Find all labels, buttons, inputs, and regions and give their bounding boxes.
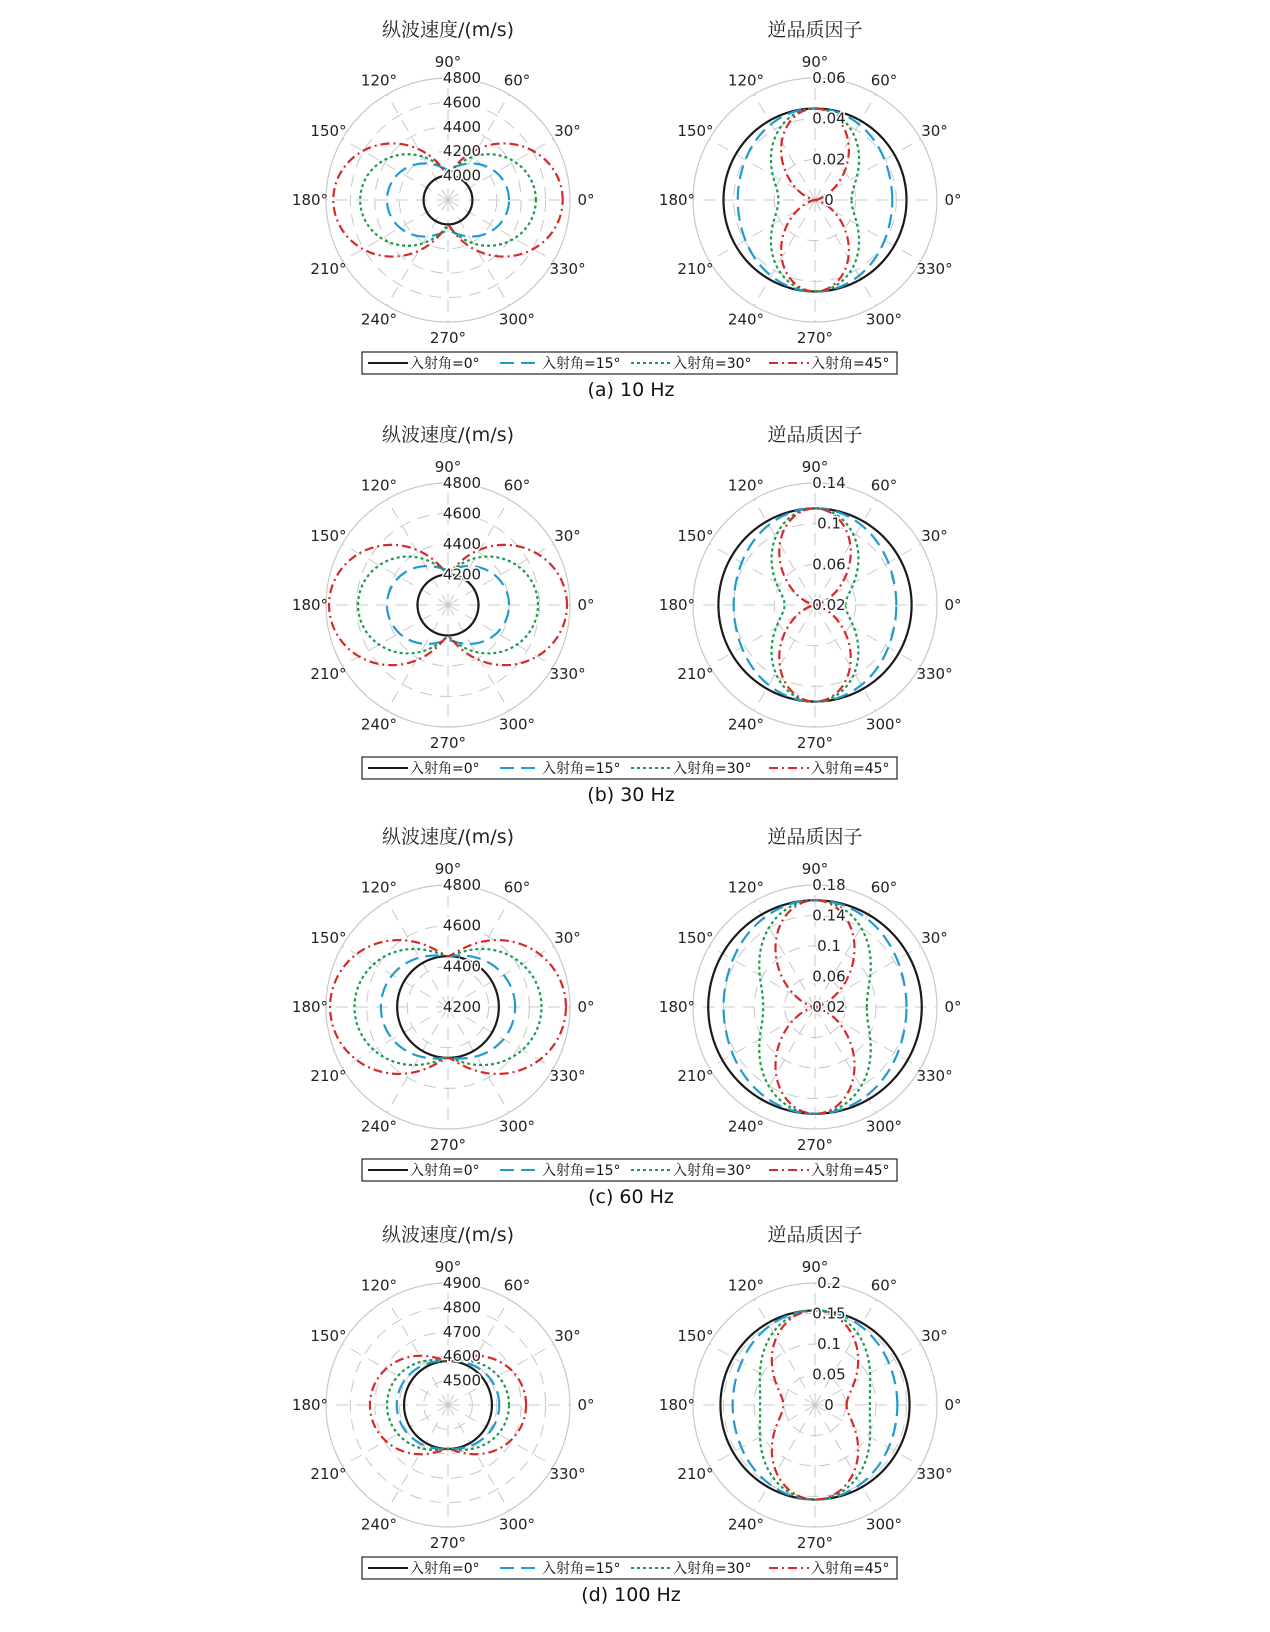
radial-tick-label: 4500 [442, 1371, 482, 1390]
legend [362, 1557, 897, 1579]
panel-3 [292, 826, 962, 1208]
polar-spoke [448, 200, 554, 261]
angle-tick-label: 60° [503, 878, 531, 897]
polar-spoke [754, 1007, 815, 1113]
polar-spoke [342, 200, 448, 261]
angle-tick-label: 330° [549, 260, 586, 278]
angle-tick-label: 30° [554, 1327, 581, 1345]
angle-tick-label: 270° [796, 1136, 834, 1154]
radial-tick-label: 4600 [442, 93, 482, 112]
angle-tick-label: 300° [498, 715, 536, 734]
angle-tick-label: 180° [658, 596, 696, 614]
angle-tick-label: 240° [360, 310, 398, 329]
angle-tick-label: 60° [870, 71, 898, 90]
chart-title: 纵波速度/(m/s) [381, 826, 515, 848]
angle-tick-label: 330° [916, 1465, 953, 1483]
angle-tick-label: 90° [801, 53, 829, 71]
radial-tick-label: 4800 [442, 876, 482, 894]
panel-caption: (d) 100 Hz [581, 1584, 681, 1606]
radial-tick-label: 4200 [442, 998, 482, 1016]
angle-tick-label: 120° [360, 476, 398, 495]
angle-tick-label: 0° [944, 191, 962, 209]
polar-chart-velocity [292, 826, 595, 1154]
legend-label-2: 入射角=30° [673, 356, 752, 372]
angle-tick-label: 150° [310, 122, 347, 140]
legend-label-1: 入射角=15° [542, 761, 621, 777]
polar-chart-velocity [292, 19, 595, 347]
angle-tick-label: 150° [310, 527, 347, 545]
angle-tick-label: 60° [870, 1276, 898, 1295]
legend [362, 352, 897, 374]
chart-title: 纵波速度/(m/s) [381, 1224, 515, 1246]
angle-tick-label: 300° [498, 1515, 536, 1534]
polar-spoke [342, 544, 448, 605]
angle-tick-label: 150° [677, 122, 714, 140]
legend-label-3: 入射角=45° [811, 1163, 890, 1179]
angle-tick-label: 0° [577, 596, 595, 614]
angle-tick-label: 30° [921, 929, 948, 947]
angle-tick-label: 0° [944, 998, 962, 1016]
polar-chart-inverse-q [659, 424, 962, 752]
angle-tick-label: 180° [291, 998, 329, 1016]
angle-tick-label: 120° [360, 71, 398, 90]
polar-chart-inverse-q [659, 19, 962, 347]
radial-tick-label: 4000 [442, 166, 482, 185]
legend-label-3: 入射角=45° [811, 1561, 890, 1577]
radial-tick-label: 0.1 [817, 937, 841, 955]
angle-tick-label: 240° [727, 310, 765, 329]
angle-tick-label: 210° [310, 1465, 347, 1483]
angle-tick-label: 270° [796, 734, 834, 752]
angle-tick-label: 240° [360, 715, 398, 734]
radial-tick-label: 0.02 [812, 150, 846, 169]
legend-label-3: 入射角=45° [811, 356, 890, 372]
legend-label-1: 入射角=15° [542, 1561, 621, 1577]
angle-tick-label: 270° [796, 329, 834, 347]
angle-tick-label: 180° [291, 596, 329, 614]
angle-tick-label: 60° [503, 476, 531, 495]
legend-label-0: 入射角=0° [410, 356, 480, 372]
polar-spoke [387, 901, 448, 1007]
angle-tick-label: 30° [554, 929, 581, 947]
chart-title: 逆品质因子 [767, 1224, 863, 1246]
angle-tick-label: 120° [360, 878, 398, 897]
angle-tick-label: 0° [577, 998, 595, 1016]
panel-1 [292, 19, 962, 401]
radial-tick-label: 4600 [442, 916, 482, 935]
angle-tick-label: 300° [498, 310, 536, 329]
angle-tick-label: 150° [310, 1327, 347, 1345]
radial-tick-label: 0.18 [812, 876, 846, 894]
angle-tick-label: 330° [916, 260, 953, 278]
angle-tick-label: 180° [658, 191, 696, 209]
legend [362, 1159, 897, 1181]
panel-4 [292, 1224, 962, 1606]
angle-tick-label: 120° [360, 1276, 398, 1295]
polar-spoke [387, 1405, 448, 1511]
polar-spoke [387, 94, 448, 200]
angle-tick-label: 210° [310, 665, 347, 683]
polar-spoke [815, 605, 921, 666]
polar-spoke [448, 200, 509, 306]
chart-title: 纵波速度/(m/s) [381, 19, 515, 41]
legend [362, 757, 897, 779]
radial-tick-label: 4700 [442, 1322, 482, 1341]
angle-tick-label: 150° [677, 1327, 714, 1345]
angle-tick-label: 300° [498, 1117, 536, 1136]
angle-tick-label: 270° [429, 734, 467, 752]
legend-label-0: 入射角=0° [410, 1561, 480, 1577]
angle-tick-label: 120° [727, 878, 765, 897]
angle-tick-label: 150° [310, 929, 347, 947]
angle-tick-label: 90° [801, 860, 829, 878]
angle-tick-label: 330° [916, 1067, 953, 1085]
angle-tick-label: 180° [291, 191, 329, 209]
radial-tick-label: 0.06 [812, 967, 846, 986]
chart-title: 逆品质因子 [767, 424, 863, 446]
polar-spoke [342, 1007, 448, 1068]
radial-tick-label: 4400 [442, 535, 482, 553]
polar-chart-inverse-q [659, 1224, 962, 1552]
legend-label-1: 入射角=15° [542, 356, 621, 372]
panel-caption: (c) 60 Hz [588, 1186, 674, 1208]
angle-tick-label: 150° [677, 527, 714, 545]
angle-tick-label: 30° [921, 527, 948, 545]
polar-spoke [342, 1405, 448, 1466]
angle-tick-label: 270° [796, 1534, 834, 1552]
panel-caption: (b) 30 Hz [587, 784, 675, 806]
polar-spoke [448, 1405, 554, 1466]
angle-tick-label: 60° [870, 476, 898, 495]
angle-tick-label: 120° [727, 71, 765, 90]
angle-tick-label: 90° [434, 53, 462, 71]
angle-tick-label: 90° [434, 860, 462, 878]
angle-tick-label: 180° [658, 998, 696, 1016]
polar-spoke [709, 544, 815, 605]
polar-chart-inverse-q [659, 826, 962, 1154]
radial-tick-label: 4600 [442, 1347, 482, 1366]
legend-label-2: 入射角=30° [673, 761, 752, 777]
angle-tick-label: 300° [865, 1515, 903, 1534]
panel-2 [292, 424, 962, 806]
angle-tick-label: 240° [360, 1515, 398, 1534]
angle-tick-label: 330° [549, 665, 586, 683]
angle-tick-label: 90° [801, 458, 829, 476]
radial-tick-label: 0.1 [817, 1335, 841, 1353]
radial-tick-label: 0.06 [812, 555, 846, 574]
radial-tick-label: 0.02 [812, 596, 846, 614]
polar-spoke [342, 1344, 448, 1405]
chart-title: 逆品质因子 [767, 826, 863, 848]
legend-label-2: 入射角=30° [673, 1561, 752, 1577]
angle-tick-label: 30° [554, 122, 581, 140]
angle-tick-label: 270° [429, 329, 467, 347]
angle-tick-label: 210° [677, 665, 714, 683]
angle-tick-label: 0° [944, 1396, 962, 1414]
angle-tick-label: 30° [921, 1327, 948, 1345]
angle-tick-label: 180° [658, 1396, 696, 1414]
polar-spoke [387, 605, 448, 711]
angle-tick-label: 330° [916, 665, 953, 683]
polar-spoke [448, 605, 509, 711]
panel-caption: (a) 10 Hz [587, 379, 675, 401]
radial-tick-label: 4800 [442, 69, 482, 87]
polar-spoke [387, 499, 448, 605]
angle-tick-label: 90° [434, 1258, 462, 1276]
legend-label-3: 入射角=45° [811, 761, 890, 777]
radial-tick-label: 0 [824, 1396, 834, 1414]
polar-chart-velocity [292, 424, 595, 752]
radial-tick-label: 4900 [442, 1274, 482, 1292]
radial-tick-label: 0.06 [812, 69, 846, 87]
radial-tick-label: 4800 [442, 1298, 482, 1317]
angle-tick-label: 210° [677, 1067, 714, 1085]
chart-title: 纵波速度/(m/s) [381, 424, 515, 446]
radial-tick-label: 4600 [442, 504, 482, 523]
angle-tick-label: 240° [727, 715, 765, 734]
angle-tick-label: 90° [434, 458, 462, 476]
angle-tick-label: 210° [677, 260, 714, 278]
angle-tick-label: 0° [577, 191, 595, 209]
angle-tick-label: 0° [577, 1396, 595, 1414]
angle-tick-label: 120° [727, 476, 765, 495]
radial-tick-label: 0.05 [812, 1365, 846, 1384]
angle-tick-label: 300° [865, 310, 903, 329]
angle-tick-label: 60° [870, 878, 898, 897]
angle-tick-label: 330° [549, 1465, 586, 1483]
radial-tick-label: 4200 [442, 142, 482, 161]
angle-tick-label: 60° [503, 1276, 531, 1295]
angle-tick-label: 240° [727, 1117, 765, 1136]
radial-tick-label: 4400 [442, 957, 482, 976]
radial-tick-label: 0.15 [812, 1304, 846, 1323]
angle-tick-label: 150° [677, 929, 714, 947]
angle-tick-label: 180° [291, 1396, 329, 1414]
angle-tick-label: 300° [865, 715, 903, 734]
angle-tick-label: 120° [727, 1276, 765, 1295]
angle-tick-label: 210° [677, 1465, 714, 1483]
angle-tick-label: 300° [865, 1117, 903, 1136]
angle-tick-label: 30° [554, 527, 581, 545]
radial-tick-label: 0.04 [812, 109, 846, 128]
angle-tick-label: 270° [429, 1136, 467, 1154]
legend-label-0: 入射角=0° [410, 1163, 480, 1179]
angle-tick-label: 270° [429, 1534, 467, 1552]
polar-spoke [387, 1299, 448, 1405]
angle-tick-label: 240° [727, 1515, 765, 1534]
radial-tick-label: 4200 [442, 565, 482, 584]
polar-spoke [387, 200, 448, 306]
angle-tick-label: 240° [360, 1117, 398, 1136]
radial-tick-label: 0 [824, 191, 834, 209]
radial-tick-label: 0.14 [812, 906, 846, 925]
radial-tick-label: 4800 [442, 474, 482, 492]
angle-tick-label: 30° [921, 122, 948, 140]
legend-label-2: 入射角=30° [673, 1163, 752, 1179]
radial-tick-label: 0.2 [817, 1274, 841, 1292]
angle-tick-label: 330° [549, 1067, 586, 1085]
angle-tick-label: 60° [503, 71, 531, 90]
legend-label-0: 入射角=0° [410, 761, 480, 777]
radial-tick-label: 0.02 [812, 998, 846, 1016]
angle-tick-label: 0° [944, 596, 962, 614]
polar-spoke [342, 139, 448, 200]
angle-tick-label: 210° [310, 260, 347, 278]
legend-label-1: 入射角=15° [542, 1163, 621, 1179]
chart-title: 逆品质因子 [767, 19, 863, 41]
polar-chart-velocity [292, 1224, 595, 1552]
angle-tick-label: 210° [310, 1067, 347, 1085]
radial-tick-label: 0.14 [812, 474, 846, 492]
radial-tick-label: 4400 [442, 117, 482, 136]
angle-tick-label: 90° [801, 1258, 829, 1276]
radial-tick-label: 0.1 [817, 514, 841, 533]
polar-spoke [448, 1405, 509, 1511]
